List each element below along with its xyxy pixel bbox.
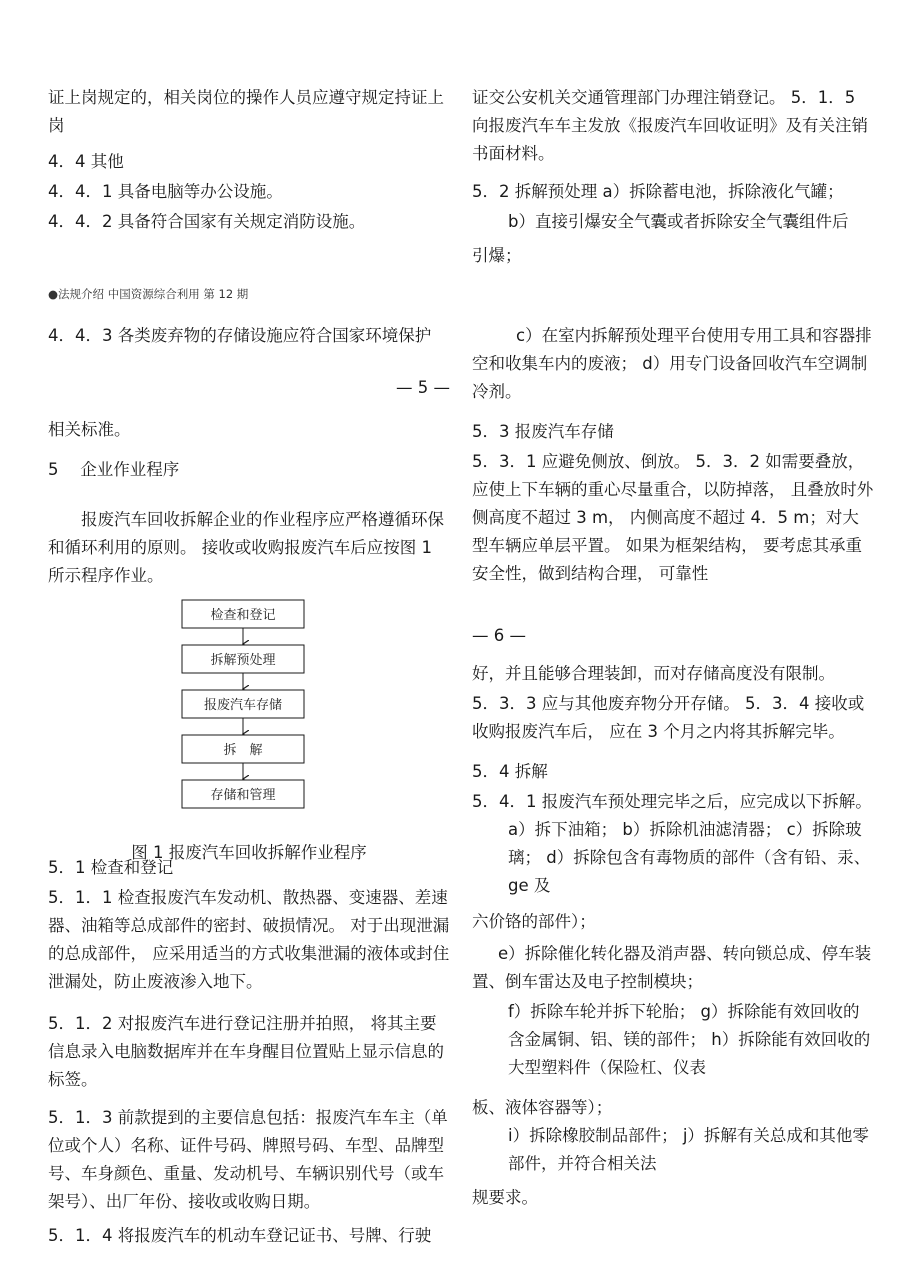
- flowchart-svg: [178, 594, 310, 810]
- flow-step-4: [182, 735, 304, 763]
- right-section-5-3: 5．3 报废汽车存储: [472, 422, 614, 441]
- right-items-5-3-3-4: 5．3．3 应与其他废弃物分开存储。 5．3．4 接收或收购报废汽车后， 应在 3 个月之内将其拆解完毕。: [472, 694, 865, 741]
- flow-step-3: [182, 690, 304, 718]
- running-header: ●法规介绍 中国资源综合利用 第 12 期: [48, 287, 249, 301]
- left-item-4-4-3: 4．4．3 各类废弃物的存储设施应符合国家环境保护: [48, 326, 432, 345]
- left-item-4-4-2: 4．4．2 具备符合国家有关规定消防设施。: [48, 212, 366, 231]
- page-number-6: — 6 —: [472, 626, 526, 645]
- left-item-4-4-1: 4．4．1 具备电脑等办公设施。: [48, 182, 283, 201]
- left-para-related-standards: 相关标准。: [48, 420, 131, 439]
- right-item-b: b）直接引爆安全气囊或者拆除安全气囊组件后: [508, 212, 849, 231]
- figure-caption: 图 1 报废汽车回收拆解作业程序: [131, 842, 367, 862]
- right-section-5-2: 5．2 拆解预处理 a）拆除蓄电池，拆除液化气罐；: [472, 182, 844, 201]
- flow-step-2-label: 拆解预处理: [210, 653, 276, 668]
- page-number-5: — 5 —: [396, 378, 450, 397]
- flow-step-4-label: 拆 解: [223, 743, 263, 758]
- left-section-5-1: 5．1 检查和登记: [48, 858, 174, 877]
- right-item-i-j: i）拆除橡胶制品部件； j）拆解有关总成和其他零部件，并符合相关法: [508, 1126, 869, 1173]
- left-para-procedure-intro: 报废汽车回收拆解企业的作业程序应严格遵循环保和循环利用的原则。 接收或收购报废汽车后应按图 1 所示程序作业。: [48, 510, 444, 585]
- right-item-f-g-h: f）拆除车轮并拆下轮胎； g）拆除能有效回收的含金属铜、铝、镁的部件； h）拆除能有效回收的大型塑料件（保险杠、仪表: [508, 1002, 871, 1077]
- right-item-b-cont: 引爆；: [472, 246, 522, 265]
- flow-step-5: [182, 780, 304, 808]
- flowchart: [178, 594, 310, 810]
- right-item-c-d: c）在室内拆解预处理平台使用专用工具和容器排空和收集车内的废液； d）用专门设备回收汽车空调制冷剂。: [472, 326, 872, 401]
- flow-step-2: [182, 645, 304, 673]
- right-item-e: e）拆除催化转化器及消声器、转向锁总成、停车装置、倒车雷达及电子控制模块；: [472, 944, 872, 991]
- left-item-5-1-4: 5．1．4 将报废汽车的机动车登记证书、号牌、行驶: [48, 1226, 432, 1245]
- left-section-5-heading: 5 企业作业程序: [48, 460, 180, 479]
- flow-step-1-label: 检查和登记: [210, 608, 276, 623]
- flow-step-1: [182, 600, 304, 628]
- left-item-5-1-1: 5．1．1 检查报废汽车发动机、散热器、变速器、差速器、油箱等总成部件的密封、破损情况。 对于出现泄漏的总成部件， 应采用适当的方式收集泄漏的液体或封住泄漏处，防止废液渗入地下。: [48, 888, 450, 991]
- left-section-4-4: 4．4 其他: [48, 152, 124, 171]
- right-para-1: 证交公安机关交通管理部门办理注销登记。 5．1．5 向报废汽车车主发放《报废汽车回收证明》及有关注销书面材料。: [472, 88, 868, 163]
- left-item-5-1-3: 5．1．3 前款提到的主要信息包括：报废汽车车主（单位或个人）名称、证件号码、牌照号码、车型、品牌型号、车身颜色、重量、发动机号、车辆识别代号（或车架号）、出厂年份、接收或收购日期。: [48, 1108, 448, 1211]
- right-para-continue: 好，并且能够合理装卸，而对存储高度没有限制。: [472, 664, 835, 683]
- left-item-5-1-2: 5．1．2 对报废汽车进行登记注册并拍照， 将其主要信息录入电脑数据库并在车身醒目位置贴上显示信息的标签。: [48, 1014, 444, 1089]
- right-item-d-cont: 六价铬的部件）；: [472, 912, 596, 931]
- right-section-5-4: 5．4 拆解: [472, 762, 548, 781]
- right-item-j-cont: 规要求。: [472, 1188, 538, 1207]
- left-para-1: 证上岗规定的，相关岗位的操作人员应遵守规定持证上岗: [48, 88, 444, 135]
- right-item-h-cont: 板、液体容器等）；: [472, 1098, 613, 1117]
- right-item-5-4-1: 5．4．1 报废汽车预处理完毕之后，应完成以下拆解。 a）拆下油箱； b）拆除机油滤清器； c）拆除玻璃； d）拆除包含有毒物质的部件（含有铅、汞、ge 及: [472, 792, 872, 895]
- flow-step-5-label: 存储和管理: [210, 788, 276, 803]
- right-items-5-3-1-2: 5．3．1 应避免侧放、倒放。 5．3．2 如需要叠放，应使上下车辆的重心尽量重合，以防掉落， 且叠放时外侧高度不超过 3 m， 内侧高度不超过 4．5 m；对大型车辆应单层平置。 如果为框架结构， 要考虑其承重安全性，做到结构合理， 可靠性: [472, 452, 874, 583]
- flow-step-3-label: 报废汽车存储: [203, 698, 283, 713]
